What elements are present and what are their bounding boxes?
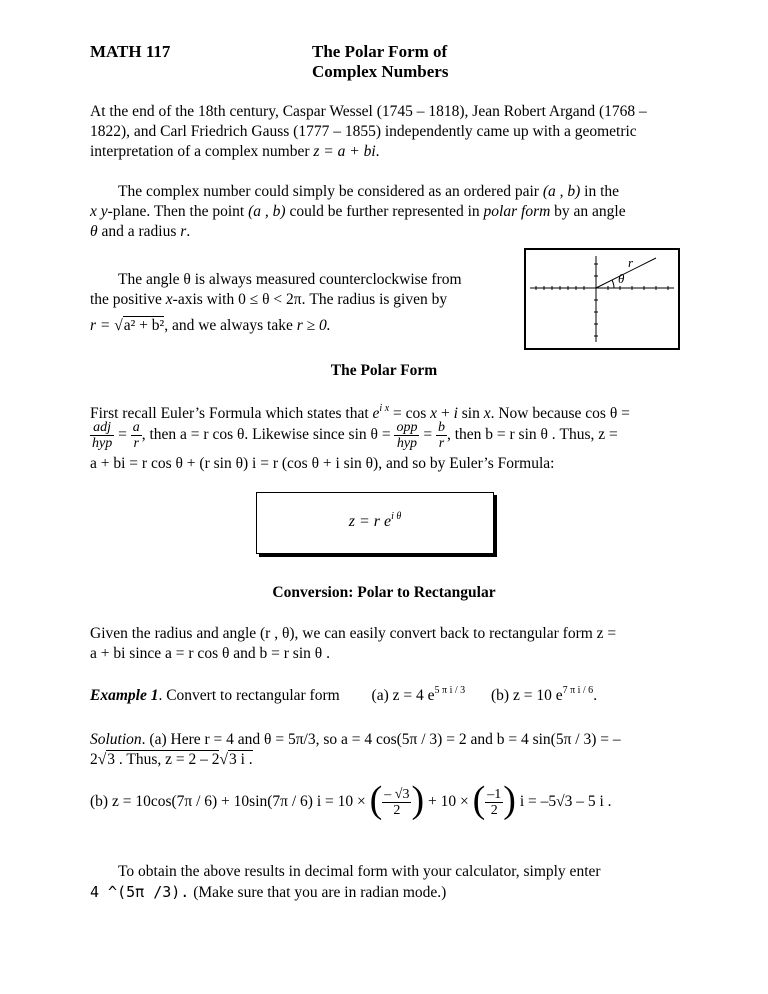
solution-part-b: (b) z = 10cos(7π / 6) + 10sin(7π / 6) i = 10 × ( $\frac{- √3}{2}$ ) + 10 × ( $\frac{-1}{2}$ ) i = –5√3 – 5 i . [90,779,612,822]
section-heading-conversion: Conversion: Polar to Rectangular [272,584,496,601]
euler-line-3: a + bi = r cos θ + (r sin θ) i = r (cos θ + i sin θ), and so by Euler’s Formula: [90,455,555,472]
angle-arc [612,280,614,288]
boxed-polar-formula: z = r $e^{i \theta}$ [256,492,494,554]
para3-line-1: The angle θ is always measured counterclockwise from [118,271,462,288]
polar-diagram [524,248,680,350]
conversion-line-2: a + bi since a = r cos θ and b = r sin θ . [90,645,330,662]
para2-line-2: x y-plane. Then the point (a , b) could be further represented in polar form by an angle [90,203,626,220]
intro-line-3: interpretation of a complex number z = a + bi. [90,143,380,160]
title-line-1: The Polar Form of [312,42,448,61]
course-label: MATH 117 [90,42,171,61]
solution-line-1: Solution. (a) Here r = 4 and θ = 5π/3, so a = 4 cos(5π / 3) = 2 and b = 4 sin(5π / 3) = – [90,731,621,748]
solution-line-2: 2√3 . Thus, z = 2 – 2√3 i . [90,751,253,768]
page-title [312,42,448,82]
para3-line-2: the positive x-axis with 0 ≤ θ < 2π. The radius is given by [90,291,448,308]
intro-line-2: 1822), and Carl Friedrich Gauss (1777 – 1855) independently came up with a geometric [90,123,637,140]
calculator-line-1: To obtain the above results in decimal form with your calculator, simply enter [118,863,601,880]
euler-line-1: First recall Euler’s Formula which states that $e^{i x} = \cos x + i$ sin x. Now because cos θ = [90,403,630,422]
para3-line-3: r = √a² + b², and we always take r ≥ 0. [90,317,331,334]
section-heading-polar-form: The Polar Form [330,362,438,379]
example-1: Example 1. Convert to rectangular form (a) z = 4 $e^{5 \pi i / 3}$ (b) z = 10 $e^{7 \pi i / 6}$. [90,685,598,704]
intro-line-1: At the end of the 18th century, Caspar Wessel (1745 – 1818), Jean Robert Argand (1768 – [90,103,647,120]
para2-line-3: θ and a radius r. [90,223,191,240]
calculator-line-2: 4 ^(5π /3). (Make sure that you are in radian mode.) [90,883,447,901]
calculator-code: 4 ^(5π /3). [90,883,190,901]
conversion-line-1: Given the radius and angle (r , θ), we can easily convert back to rectangular form z = [90,625,617,642]
polar-diagram-svg [526,250,678,348]
radius-line [596,258,656,288]
title-line-2: Complex Numbers [312,62,449,81]
euler-line-2: $\frac{\text{adj}}{\text{hyp}}$ = $\frac{a}{r}$ , then a = r cos θ. Likewise since sin θ = $\frac{\text{opp}}{\text{hyp}}$ = $\frac{b}{r}$ , then b = r sin θ . Thus, z = [92,420,618,451]
radius-label: r [628,255,634,270]
theta-label: θ [618,271,625,286]
para2-line-1: The complex number could simply be considered as an ordered pair (a , b) in the [118,183,620,200]
polar-formula-text: z = r e [348,513,392,530]
